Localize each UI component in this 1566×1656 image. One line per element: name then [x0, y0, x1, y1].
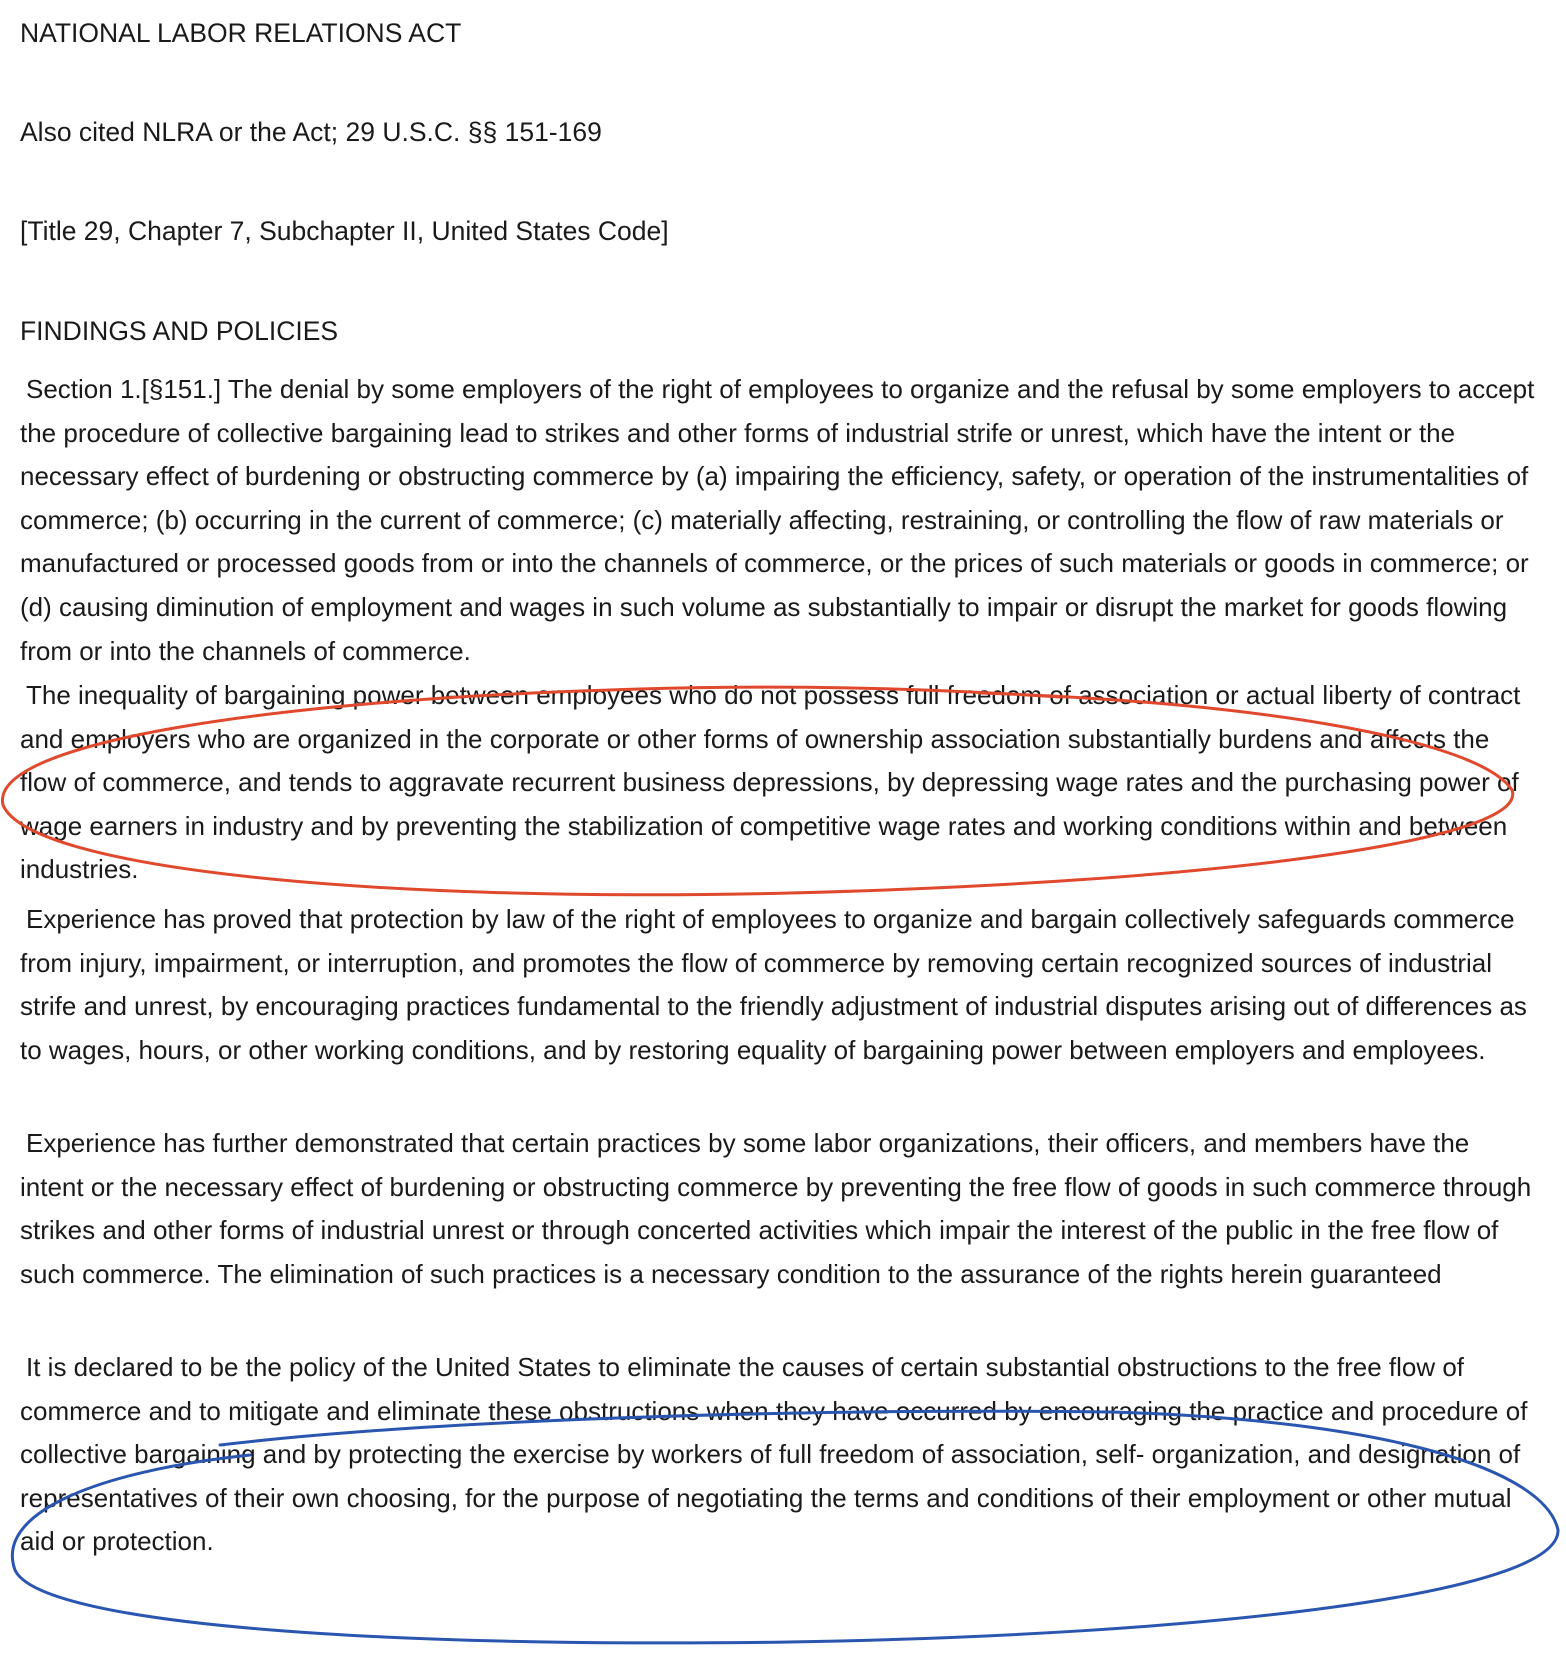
paragraph-inequality: The inequality of bargaining power between employees who do not possess full freedom of association or actual liberty of contract and employers who are organized in the corporate or other forms of ownership association substantially burdens and affects the flow of commerce, and tends to aggravate recurrent business depressions, by depressing wage rates and the purchasing power of wage earners in industry and by preventing the stabilization of competitive wage rates and working conditions within and between industries. [20, 680, 1521, 885]
paragraph-policy-declaration: It is declared to be the policy of the United States to eliminate the causes of certain substantial obstructions to the free flow of commerce and to mitigate and eliminate these obstructions when they have occurred by encouraging the practice and procedure of collective bargaining and by protecting the exercise by workers of full freedom of association, self- organization, and designation of representatives of their own choosing, for the purpose of negotiating the terms and conditions of their employment or other mutual aid or protection. [20, 1352, 1528, 1557]
citation-line: Also cited NLRA or the Act; 29 U.S.C. §§ 151-169 [20, 117, 602, 147]
paragraph-section-1: Section 1.[§151.] The denial by some employers of the right of employees to organize and the refusal by some employers to accept the procedure of collective bargaining lead to strikes and other forms of industrial strife or unrest, which have the intent or the necessary effect of burdening or obstructing commerce by (a) impairing the efficiency, safety, or operation of the instrumentalities of commerce; (b) occurring in the current of commerce; (c) materially affecting, restraining, or controlling the flow of raw materials or manufactured or processed goods from or into the channels of commerce, or the prices of such materials or goods in commerce; or (d) causing diminution of employment and wages in such volume as substantially to impair or disrupt the market for goods flowing from or into the channels of commerce. [20, 374, 1535, 666]
paragraph-experience-further: Experience has further demonstrated that certain practices by some labor organizations, their officers, and members have the intent or the necessary effect of burdening or obstructing commerce by preventing the free flow of goods in such commerce through strikes and other forms of industrial unrest or through concerted activities which impair the interest of the public in the free flow of such commerce. The elimination of such practices is a necessary condition to the assurance of the rights herein guaranteed [20, 1128, 1532, 1289]
document-title: NATIONAL LABOR RELATIONS ACT [20, 18, 462, 48]
paragraph-experience-proved: Experience has proved that protection by law of the right of employees to organize and bargain collectively safeguards commerce from injury, impairment, or interruption, and promotes the flow of commerce by removing certain recognized sources of industrial strife and unrest, by encouraging practices fundamental to the friendly adjustment of industrial disputes arising out of differences as to wages, hours, or other working conditions, and by restoring equality of bargaining power between employers and employees. [20, 904, 1527, 1065]
section-heading: FINDINGS AND POLICIES [20, 316, 339, 346]
code-reference: [Title 29, Chapter 7, Subchapter II, United States Code] [20, 216, 669, 246]
